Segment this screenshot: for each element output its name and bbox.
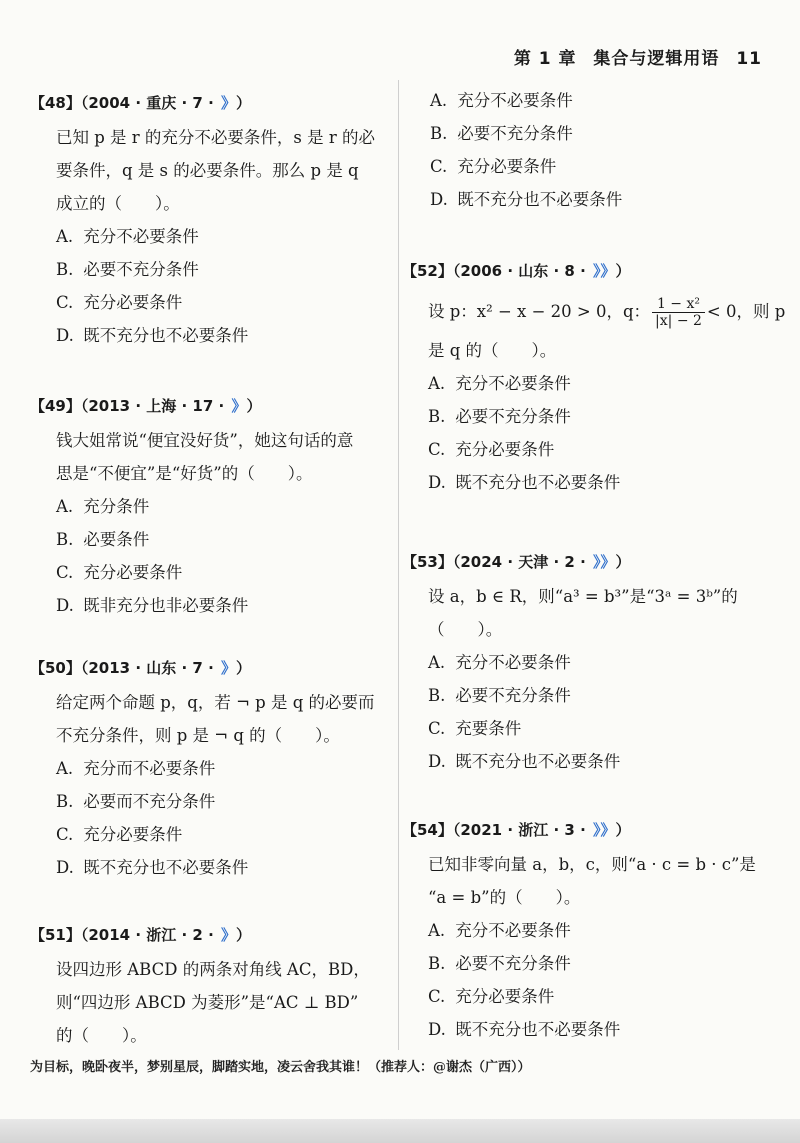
question-50 xyxy=(30,655,380,884)
question-52 xyxy=(402,258,786,499)
option-d: D. 既不充分也不必要条件 xyxy=(56,858,249,877)
options-list xyxy=(428,914,752,1046)
question-number: 【49】 xyxy=(30,397,81,415)
question-stem: 设 a，b ∈ R，则“a³ = b³”是“3ᵃ = 3ᵇ”的 （ ）。 xyxy=(428,587,738,639)
question-stem: 设 p：x² − x − 20 > 0，q： $\frac{\text{1 − x²}}{|x| - 2}$ < 0，则 p 是 q 的（ ）。 xyxy=(428,296,786,360)
options-list xyxy=(428,367,752,499)
options-list xyxy=(56,752,380,884)
option-c: C. 充分必要条件 xyxy=(430,157,557,176)
page-number: 11 xyxy=(736,49,762,69)
option-d: D. 既不充分也不必要条件 xyxy=(428,1020,621,1039)
option-a: A. 充分不必要条件 xyxy=(428,374,571,393)
option-c: C. 充分必要条件 xyxy=(428,440,555,459)
option-c: C. 充分必要条件 xyxy=(56,563,183,582)
option-d: D. 既不充分也不必要条件 xyxy=(430,190,623,209)
question-source: （2013 · 山东 · 7 · xyxy=(80,659,219,677)
chapter-number: 第 1 章 xyxy=(513,49,577,69)
options-list xyxy=(56,220,380,352)
question-number: 【52】 xyxy=(402,262,453,280)
question-stem: 已知非零向量 a，b，c，则“a · c = b · c”是 “a = b”的（ ）。 xyxy=(428,855,756,907)
option-d: D. 既非充分也非必要条件 xyxy=(56,596,249,615)
option-c: C. 充要条件 xyxy=(428,719,522,738)
option-b: B. 必要不充分条件 xyxy=(430,124,573,143)
question-header: 【54】（2021 · 浙江 · 3 · 》》） xyxy=(402,817,752,843)
page-footer-motto: 为目标，晚卧夜半，梦别星辰，脚踏实地，凌云舍我其谁！（推荐人：@谢杰（广西）） xyxy=(30,1060,531,1075)
question-header: 【50】（2013 · 山东 · 7 · 》） xyxy=(30,655,380,681)
question-number: 【54】 xyxy=(402,821,453,839)
question-51 xyxy=(30,922,380,1052)
question-54 xyxy=(402,817,756,1046)
option-a: A. 充分条件 xyxy=(56,497,150,516)
question-stem: 已知 p 是 r 的充分不必要条件，s 是 r 的必 要条件，q 是 s 的必要条件。那么 p 是 q 成立的（ ）。 xyxy=(56,128,376,213)
question-header: 【49】（2013 · 上海 · 17 · 》） xyxy=(30,393,380,419)
option-b: B. 必要不充分条件 xyxy=(428,954,571,973)
difficulty-icon: 》 xyxy=(231,397,247,415)
question-number: 【50】 xyxy=(30,659,81,677)
question-source: （2006 · 山东 · 8 · xyxy=(452,262,591,280)
options-list xyxy=(56,490,380,622)
question-49 xyxy=(30,393,380,622)
question-51-options xyxy=(420,84,770,216)
option-c: C. 充分必要条件 xyxy=(428,987,555,1006)
option-a: A. 充分不必要条件 xyxy=(428,653,571,672)
option-b: B. 必要而不充分条件 xyxy=(56,792,216,811)
option-d: D. 既不充分也不必要条件 xyxy=(428,752,621,771)
question-header: 【53】（2024 · 天津 · 2 · 》》） xyxy=(402,549,752,575)
question-source: （2004 · 重庆 · 7 · xyxy=(80,94,219,112)
page-header xyxy=(504,44,762,69)
option-d: D. 既不充分也不必要条件 xyxy=(56,326,249,345)
question-source: （2024 · 天津 · 2 · xyxy=(452,553,591,571)
option-a: A. 充分不必要条件 xyxy=(430,91,573,110)
option-b: B. 必要条件 xyxy=(56,530,150,549)
column-divider xyxy=(398,80,399,1050)
difficulty-icon: 》 xyxy=(221,659,237,677)
question-header: 【48】（2004 · 重庆 · 7 · 》） xyxy=(30,90,380,116)
option-a: A. 充分而不必要条件 xyxy=(56,759,216,778)
question-stem: 钱大姐常说“便宜没好货”，她这句话的意 思是“不便宜”是“好货”的（ ）。 xyxy=(56,431,354,483)
question-number: 【53】 xyxy=(402,553,453,571)
option-d: D. 既不充分也不必要条件 xyxy=(428,473,621,492)
difficulty-icon: 》 xyxy=(221,926,237,944)
difficulty-icon: 》》 xyxy=(593,553,616,571)
option-c: C. 充分必要条件 xyxy=(56,293,183,312)
question-source: （2013 · 上海 · 17 · xyxy=(80,397,230,415)
option-a: A. 充分不必要条件 xyxy=(428,921,571,940)
scan-bottom-edge xyxy=(0,1119,800,1143)
difficulty-icon: 》 xyxy=(221,94,237,112)
question-header: 【51】（2014 · 浙江 · 2 · 》） xyxy=(30,922,380,948)
option-a: A. 充分不必要条件 xyxy=(56,227,199,246)
option-b: B. 必要不充分条件 xyxy=(56,260,199,279)
options-list xyxy=(430,84,770,216)
fraction: $\frac{\text{1 − x²}}{|x| - 2}$ xyxy=(652,296,705,329)
option-c: C. 充分必要条件 xyxy=(56,825,183,844)
option-b: B. 必要不充分条件 xyxy=(428,686,571,705)
question-number: 【51】 xyxy=(30,926,81,944)
chapter-title: 集合与逻辑用语 xyxy=(593,49,720,69)
question-53 xyxy=(402,549,752,778)
question-source: （2021 · 浙江 · 3 · xyxy=(452,821,591,839)
question-stem: 给定两个命题 p，q，若 ¬ p 是 q 的必要而 不充分条件，则 p 是 ¬ q 的（ ）。 xyxy=(56,693,375,745)
question-stem: 设四边形 ABCD 的两条对角线 AC，BD， 则“四边形 ABCD 为菱形”是“AC ⊥ BD” 的（ ）。 xyxy=(56,960,370,1045)
options-list xyxy=(428,646,752,778)
question-source: （2014 · 浙江 · 2 · xyxy=(80,926,219,944)
question-number: 【48】 xyxy=(30,94,81,112)
option-b: B. 必要不充分条件 xyxy=(428,407,571,426)
difficulty-icon: 》》 xyxy=(593,262,616,280)
question-48 xyxy=(30,90,380,352)
question-header: 【52】（2006 · 山东 · 8 · 》》） xyxy=(402,258,752,284)
difficulty-icon: 》》 xyxy=(593,821,616,839)
